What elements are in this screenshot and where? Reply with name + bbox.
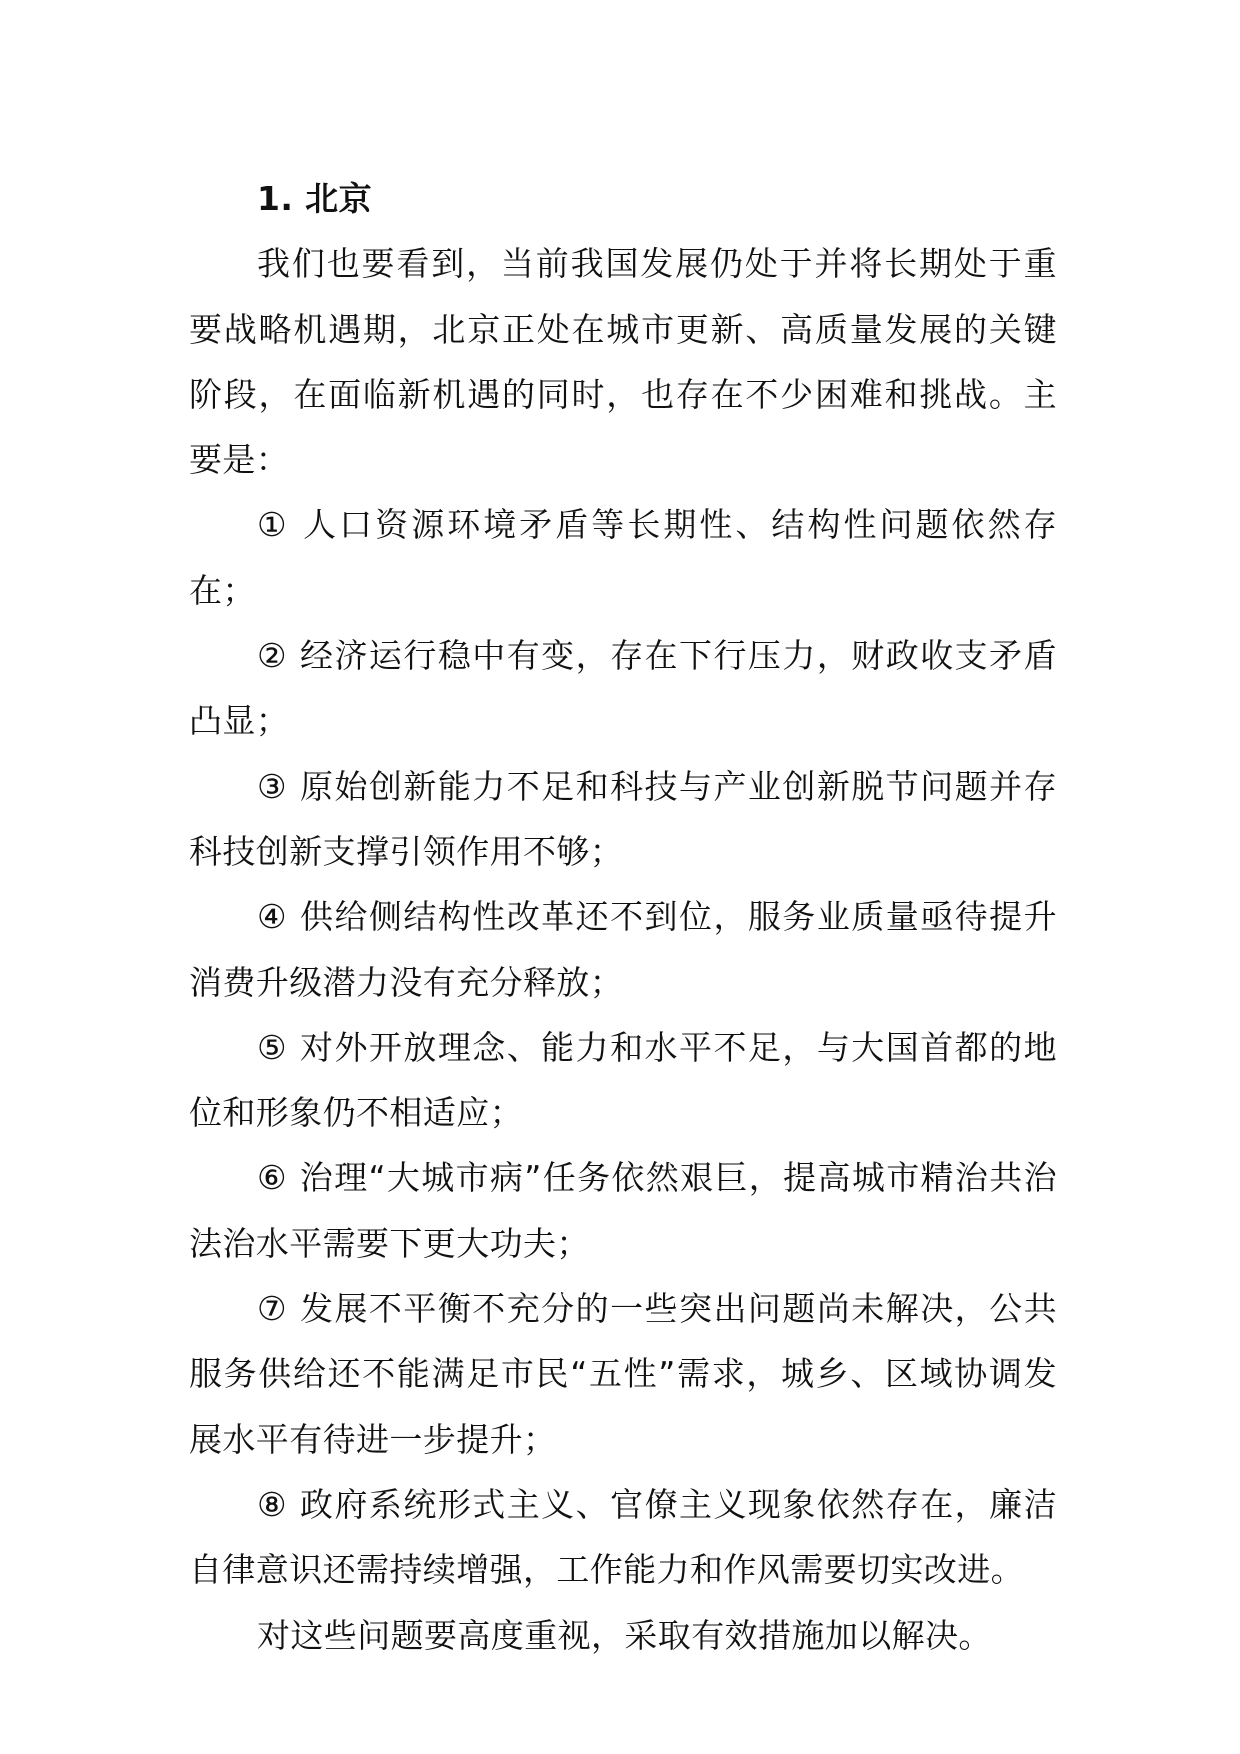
list-item-1: ① 人口资源环境矛盾等长期性、结构性问题依然存在； bbox=[189, 505, 1057, 610]
list-item-3: ③ 原始创新能力不足和科技与产业创新脱节问题并存科技创新支撑引领作用不够； bbox=[189, 766, 1057, 871]
section-heading: 1. 北京 bbox=[257, 179, 372, 218]
document-body bbox=[189, 166, 1057, 1668]
list-item-7: ⑦ 发展不平衡不充分的一些突出问题尚未解决，公共服务供给还不能满足市民“五性”需求，城乡、区域协调发展水平有待进一步提升； bbox=[189, 1289, 1057, 1459]
closing-paragraph: 对这些问题要高度重视，采取有效措施加以解决。 bbox=[257, 1615, 992, 1655]
list-item-5: ⑤ 对外开放理念、能力和水平不足，与大国首都的地位和形象仍不相适应； bbox=[189, 1027, 1057, 1133]
list-item-6: ⑥ 治理“大城市病”任务依然艰巨，提高城市精治共治法治水平需要下更大功夫； bbox=[189, 1158, 1057, 1263]
intro-paragraph: 我们也要看到，当前我国发展仍处于并将长期处于重要战略机遇期，北京正处在城市更新、高质量发展的关键阶段，在面临新机遇的同时，也存在不少困难和挑战。主要是： bbox=[189, 244, 1057, 480]
list-item-2: ② 经济运行稳中有变，存在下行压力，财政收支矛盾凸显； bbox=[189, 636, 1057, 741]
list-item-4: ④ 供给侧结构性改革还不到位，服务业质量亟待提升消费升级潜力没有充分释放； bbox=[189, 897, 1057, 1002]
list-item-8: ⑧ 政府系统形式主义、官僚主义现象依然存在，廉洁自律意识还需持续增强，工作能力和作风需要切实改进。 bbox=[189, 1484, 1057, 1590]
